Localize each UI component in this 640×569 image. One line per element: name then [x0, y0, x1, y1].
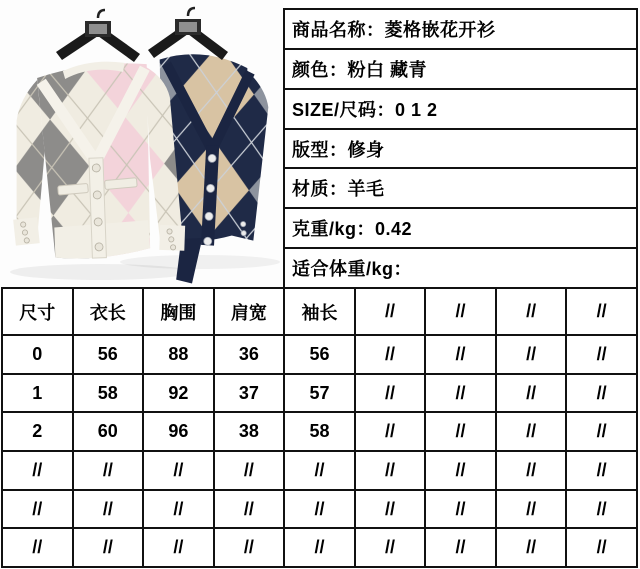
size-cell: 88: [143, 335, 214, 374]
size-cell: 1: [2, 374, 73, 413]
size-cell: //: [566, 451, 637, 490]
size-cell: 36: [214, 335, 285, 374]
size-table-row: [2, 528, 637, 567]
size-cell: //: [355, 412, 426, 451]
size-cell: //: [355, 490, 426, 529]
spec-row-product-name: 商品名称：菱格嵌花开衫: [285, 10, 636, 50]
size-cell: 0: [2, 335, 73, 374]
size-cell: //: [425, 335, 496, 374]
size-cell: //: [73, 490, 144, 529]
size-cell: //: [566, 374, 637, 413]
size-cell: //: [355, 528, 426, 567]
spec-row-size: SIZE/尺码：0 1 2: [285, 90, 636, 130]
size-col-header: //: [355, 288, 426, 335]
size-cell: 60: [73, 412, 144, 451]
size-col-header: 衣长: [73, 288, 144, 335]
size-cell: //: [425, 451, 496, 490]
size-table-row: [2, 335, 637, 374]
size-table-row: [2, 451, 637, 490]
spec-row-fit: 版型：修身: [285, 130, 636, 170]
size-cell: 38: [214, 412, 285, 451]
size-cell: //: [425, 374, 496, 413]
size-cell: //: [425, 490, 496, 529]
size-cell: //: [425, 528, 496, 567]
spec-row-weight: 克重/kg：0.42: [285, 209, 636, 249]
size-cell: 2: [2, 412, 73, 451]
size-cell: //: [2, 528, 73, 567]
left-pocket: [58, 183, 89, 195]
size-cell: //: [566, 490, 637, 529]
size-cell: //: [214, 528, 285, 567]
size-cell: 92: [143, 374, 214, 413]
size-cell: //: [355, 451, 426, 490]
size-cell: //: [2, 451, 73, 490]
size-cell: //: [355, 335, 426, 374]
spec-panel: [283, 8, 638, 289]
spec-row-material: 材质：羊毛: [285, 169, 636, 209]
size-cell: 57: [284, 374, 355, 413]
size-cell: 58: [284, 412, 355, 451]
size-cell: //: [566, 412, 637, 451]
spec-row-color: 颜色：粉白 藏青: [285, 50, 636, 90]
spec-row-suitable-weight: 适合体重/kg：: [292, 259, 413, 280]
size-table: [1, 287, 638, 568]
size-col-header: 胸围: [143, 288, 214, 335]
size-cell: //: [496, 528, 567, 567]
size-cell: //: [496, 490, 567, 529]
size-cell: //: [214, 490, 285, 529]
size-table-row: [2, 374, 637, 413]
size-cell: //: [566, 335, 637, 374]
size-col-header: //: [425, 288, 496, 335]
size-cell: //: [496, 374, 567, 413]
size-cell: //: [143, 528, 214, 567]
size-cell: //: [425, 412, 496, 451]
size-cell: //: [566, 528, 637, 567]
size-cell: //: [73, 528, 144, 567]
size-table-row: [2, 490, 637, 529]
size-cell: //: [496, 451, 567, 490]
size-cell: //: [2, 490, 73, 529]
size-col-header: 尺寸: [2, 288, 73, 335]
size-cell: 37: [214, 374, 285, 413]
size-table-row: [2, 412, 637, 451]
size-col-header: 肩宽: [214, 288, 285, 335]
size-cell: //: [284, 451, 355, 490]
size-cell: 58: [73, 374, 144, 413]
size-col-header: //: [496, 288, 567, 335]
product-photo-illustration: [0, 0, 283, 287]
cream-cardigan: [8, 59, 186, 261]
size-cell: //: [143, 490, 214, 529]
size-cell: 56: [73, 335, 144, 374]
size-cell: //: [496, 335, 567, 374]
size-cell: //: [284, 490, 355, 529]
size-cell: //: [496, 412, 567, 451]
size-cell: //: [73, 451, 144, 490]
size-col-header: 袖长: [284, 288, 355, 335]
size-cell: //: [355, 374, 426, 413]
size-col-header: //: [566, 288, 637, 335]
size-cell: //: [284, 528, 355, 567]
size-cell: //: [214, 451, 285, 490]
size-cell: //: [143, 451, 214, 490]
product-photo: [0, 0, 283, 287]
size-table-header-row: [2, 288, 637, 335]
size-cell: 96: [143, 412, 214, 451]
size-cell: 56: [284, 335, 355, 374]
